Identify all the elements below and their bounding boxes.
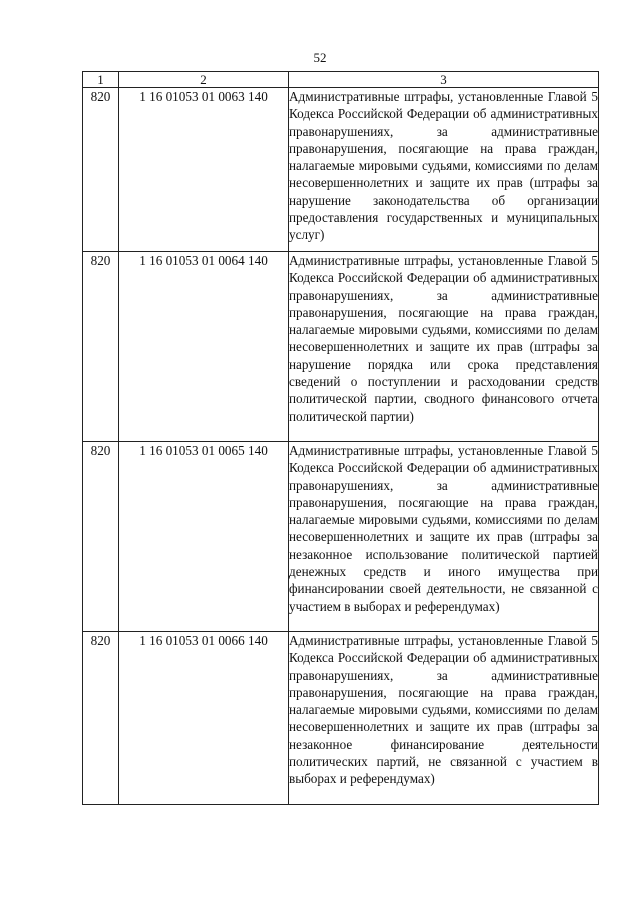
budget-code-cell: 1 16 01053 01 0063 140 <box>119 88 289 252</box>
admin-code-cell: 820 <box>83 88 119 252</box>
description-cell: Административные штрафы, установленные Главой 5 Кодекса Российской Федерации об административных правонарушениях, за административные правонарушения, посягающие на права граждан, налагаемые мировыми судьями, комиссиями по делам несовершеннолетних и защите их прав (штрафы за нарушение законодательства об организации предоставления государственных и муниципальных услуг) <box>289 88 599 252</box>
description-cell: Административные штрафы, установленные Главой 5 Кодекса Российской Федерации об административных правонарушениях, за административные правонарушения, посягающие на права граждан, налагаемые мировыми судьями, комиссиями по делам несовершеннолетних и защите их прав (штрафы за нарушение порядка или срока представления сведений о поступлении и расходовании средств политической партии, сводного финансового отчета политической партии) <box>289 252 599 442</box>
page-number: 52 <box>313 50 327 65</box>
column-header-3: 3 <box>289 72 599 88</box>
column-header-1: 1 <box>83 72 119 88</box>
budget-classification-table <box>82 71 599 805</box>
admin-code-cell: 820 <box>83 632 119 805</box>
budget-code-cell: 1 16 01053 01 0065 140 <box>119 442 289 632</box>
table-row <box>83 442 599 632</box>
admin-code-cell: 820 <box>83 252 119 442</box>
table-header-row <box>83 72 599 88</box>
budget-code-cell: 1 16 01053 01 0064 140 <box>119 252 289 442</box>
description-cell: Административные штрафы, установленные Главой 5 Кодекса Российской Федерации об административных правонарушениях, за административные правонарушения, посягающие на права граждан, налагаемые мировыми судьями, комиссиями по делам несовершеннолетних и защите их прав (штрафы за незаконное финансирование деятельности политических партий, не связанной с участием в выборах и референдумах) <box>289 632 599 805</box>
budget-code-cell: 1 16 01053 01 0066 140 <box>119 632 289 805</box>
description-cell: Административные штрафы, установленные Главой 5 Кодекса Российской Федерации об административных правонарушениях, за административные правонарушения, посягающие на права граждан, налагаемые мировыми судьями, комиссиями по делам несовершеннолетних и защите их прав (штрафы за незаконное использование политической партией денежных средств и иного имущества при финансировании своей деятельности, не связанной с участием в выборах и референдумах) <box>289 442 599 632</box>
column-header-2: 2 <box>119 72 289 88</box>
table-row <box>83 632 599 805</box>
admin-code-cell: 820 <box>83 442 119 632</box>
table-row <box>83 88 599 252</box>
table-row <box>83 252 599 442</box>
